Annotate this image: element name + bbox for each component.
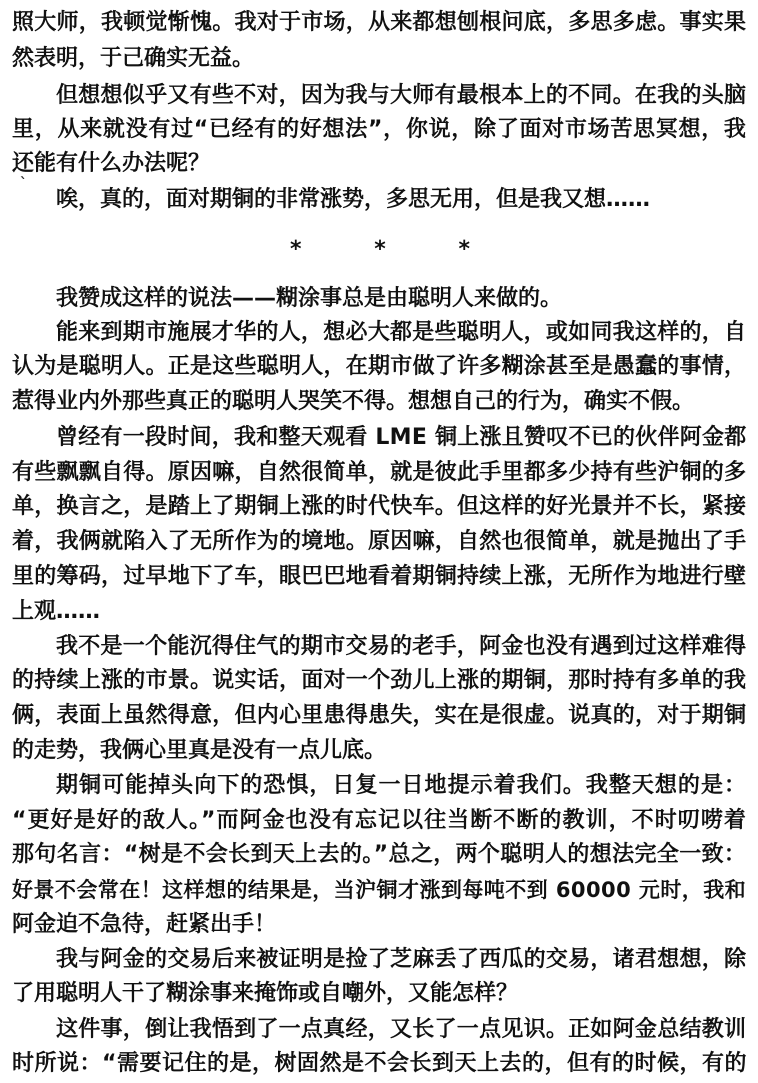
text-line: 阿金迫不急待，赶紧出手！	[12, 912, 277, 937]
paragraph-first-line: 我赞成这样的说法——糊涂事总是由聪明人来做的。	[56, 286, 563, 311]
section-break-star: *	[290, 237, 302, 262]
paragraph-first-line: 唉，真的，面对期铜的非常涨势，多思无用，但是我又想……	[56, 187, 651, 212]
text-line: 时所说：“需要记住的是，树固然是不会长到天上去的，但有的时候，有的	[12, 1051, 747, 1076]
paragraph-first-line: 但想想似乎又有些不对，因为我与大师有最根本上的不同。在我的头脑	[56, 83, 747, 108]
paragraph-first-line: 能来到期市施展才华的人，想必大都是些聪明人，或如同我这样的，自	[56, 320, 747, 345]
text-line: 着，我俩就陷入了无所作为的境地。原因嘛，自然也很简单，就是抛出了手	[12, 529, 747, 554]
text-line: “更好是好的敌人。”而阿金也没有忘记以往当断不断的教训，不时叨唠着	[12, 808, 747, 833]
section-break-star: *	[374, 237, 386, 262]
text-line: 还能有什么办法呢？	[12, 151, 211, 176]
paragraph-first-line: 期铜可能掉头向下的恐惧，日复一日地提示着我们。我整天想的是：	[56, 773, 748, 798]
text-line: 单，换言之，是踏上了期铜上涨的时代快车。但这样的好光景并不长，紧接	[12, 494, 747, 519]
paragraph-first-line: 这件事，倒让我悟到了一点真经，又长了一点见识。正如阿金总结教训	[56, 1017, 747, 1042]
text-line: 惹得业内外那些真正的聪明人哭笑不得。想想自己的行为，确实不假。	[12, 389, 695, 414]
text-line: 认为是聪明人。正是这些聪明人，在期市做了许多糊涂甚至是愚蠢的事情，	[12, 354, 747, 379]
text-line: 的持续上涨的市景。说实话，面对一个劲儿上涨的期铜，那时持有多单的我	[12, 668, 747, 693]
text-line: 有些飘飘自得。原因嘛，自然很简单，就是彼此手里都多少持有些沪铜的多	[12, 460, 747, 485]
text-line: 上观……	[12, 599, 101, 624]
text-line: 然表明，于己确实无益。	[12, 46, 255, 71]
text-line: 的走势，我俩心里真是没有一点儿底。	[12, 738, 387, 763]
text-line: 照大师，我顿觉惭愧。我对于市场，从来都想刨根问底，多思多虑。事实果	[12, 10, 747, 35]
stray-mark: `	[20, 176, 27, 192]
paragraph-first-line: 我不是一个能沉得住气的期市交易的老手，阿金也没有遇到过这样难得	[56, 634, 747, 659]
text-line: 那句名言：“树是不会长到天上去的。”总之，两个聪明人的想法完全一致：	[12, 842, 747, 867]
text-line: 里的筹码，过早地下了车，眼巴巴地看着期铜持续上涨，无所作为地进行壁	[12, 564, 747, 589]
text-line: 了用聪明人干了糊涂事来掩饰或自嘲外，又能怎样？	[12, 981, 519, 1006]
text-line: 俩，表面上虽然得意，但内心里患得患失，实在是很虚。说真的，对于期铜	[12, 703, 747, 728]
text-line: 好景不会常在！这样想的结果是，当沪铜才涨到每吨不到 60000 元时，我和	[12, 878, 747, 902]
paragraph-first-line: 曾经有一段时间，我和整天观看 LME 铜上涨且赞叹不已的伙伴阿金都	[56, 425, 747, 450]
paragraph-first-line: 我与阿金的交易后来被证明是捡了芝麻丢了西瓜的交易，诸君想想，除	[56, 947, 747, 972]
text-line: 里，从来就没有过“已经有的好想法”，你说，除了面对市场苦思冥想，我	[12, 117, 747, 142]
section-break-star: *	[458, 237, 470, 262]
section-break	[290, 235, 470, 265]
